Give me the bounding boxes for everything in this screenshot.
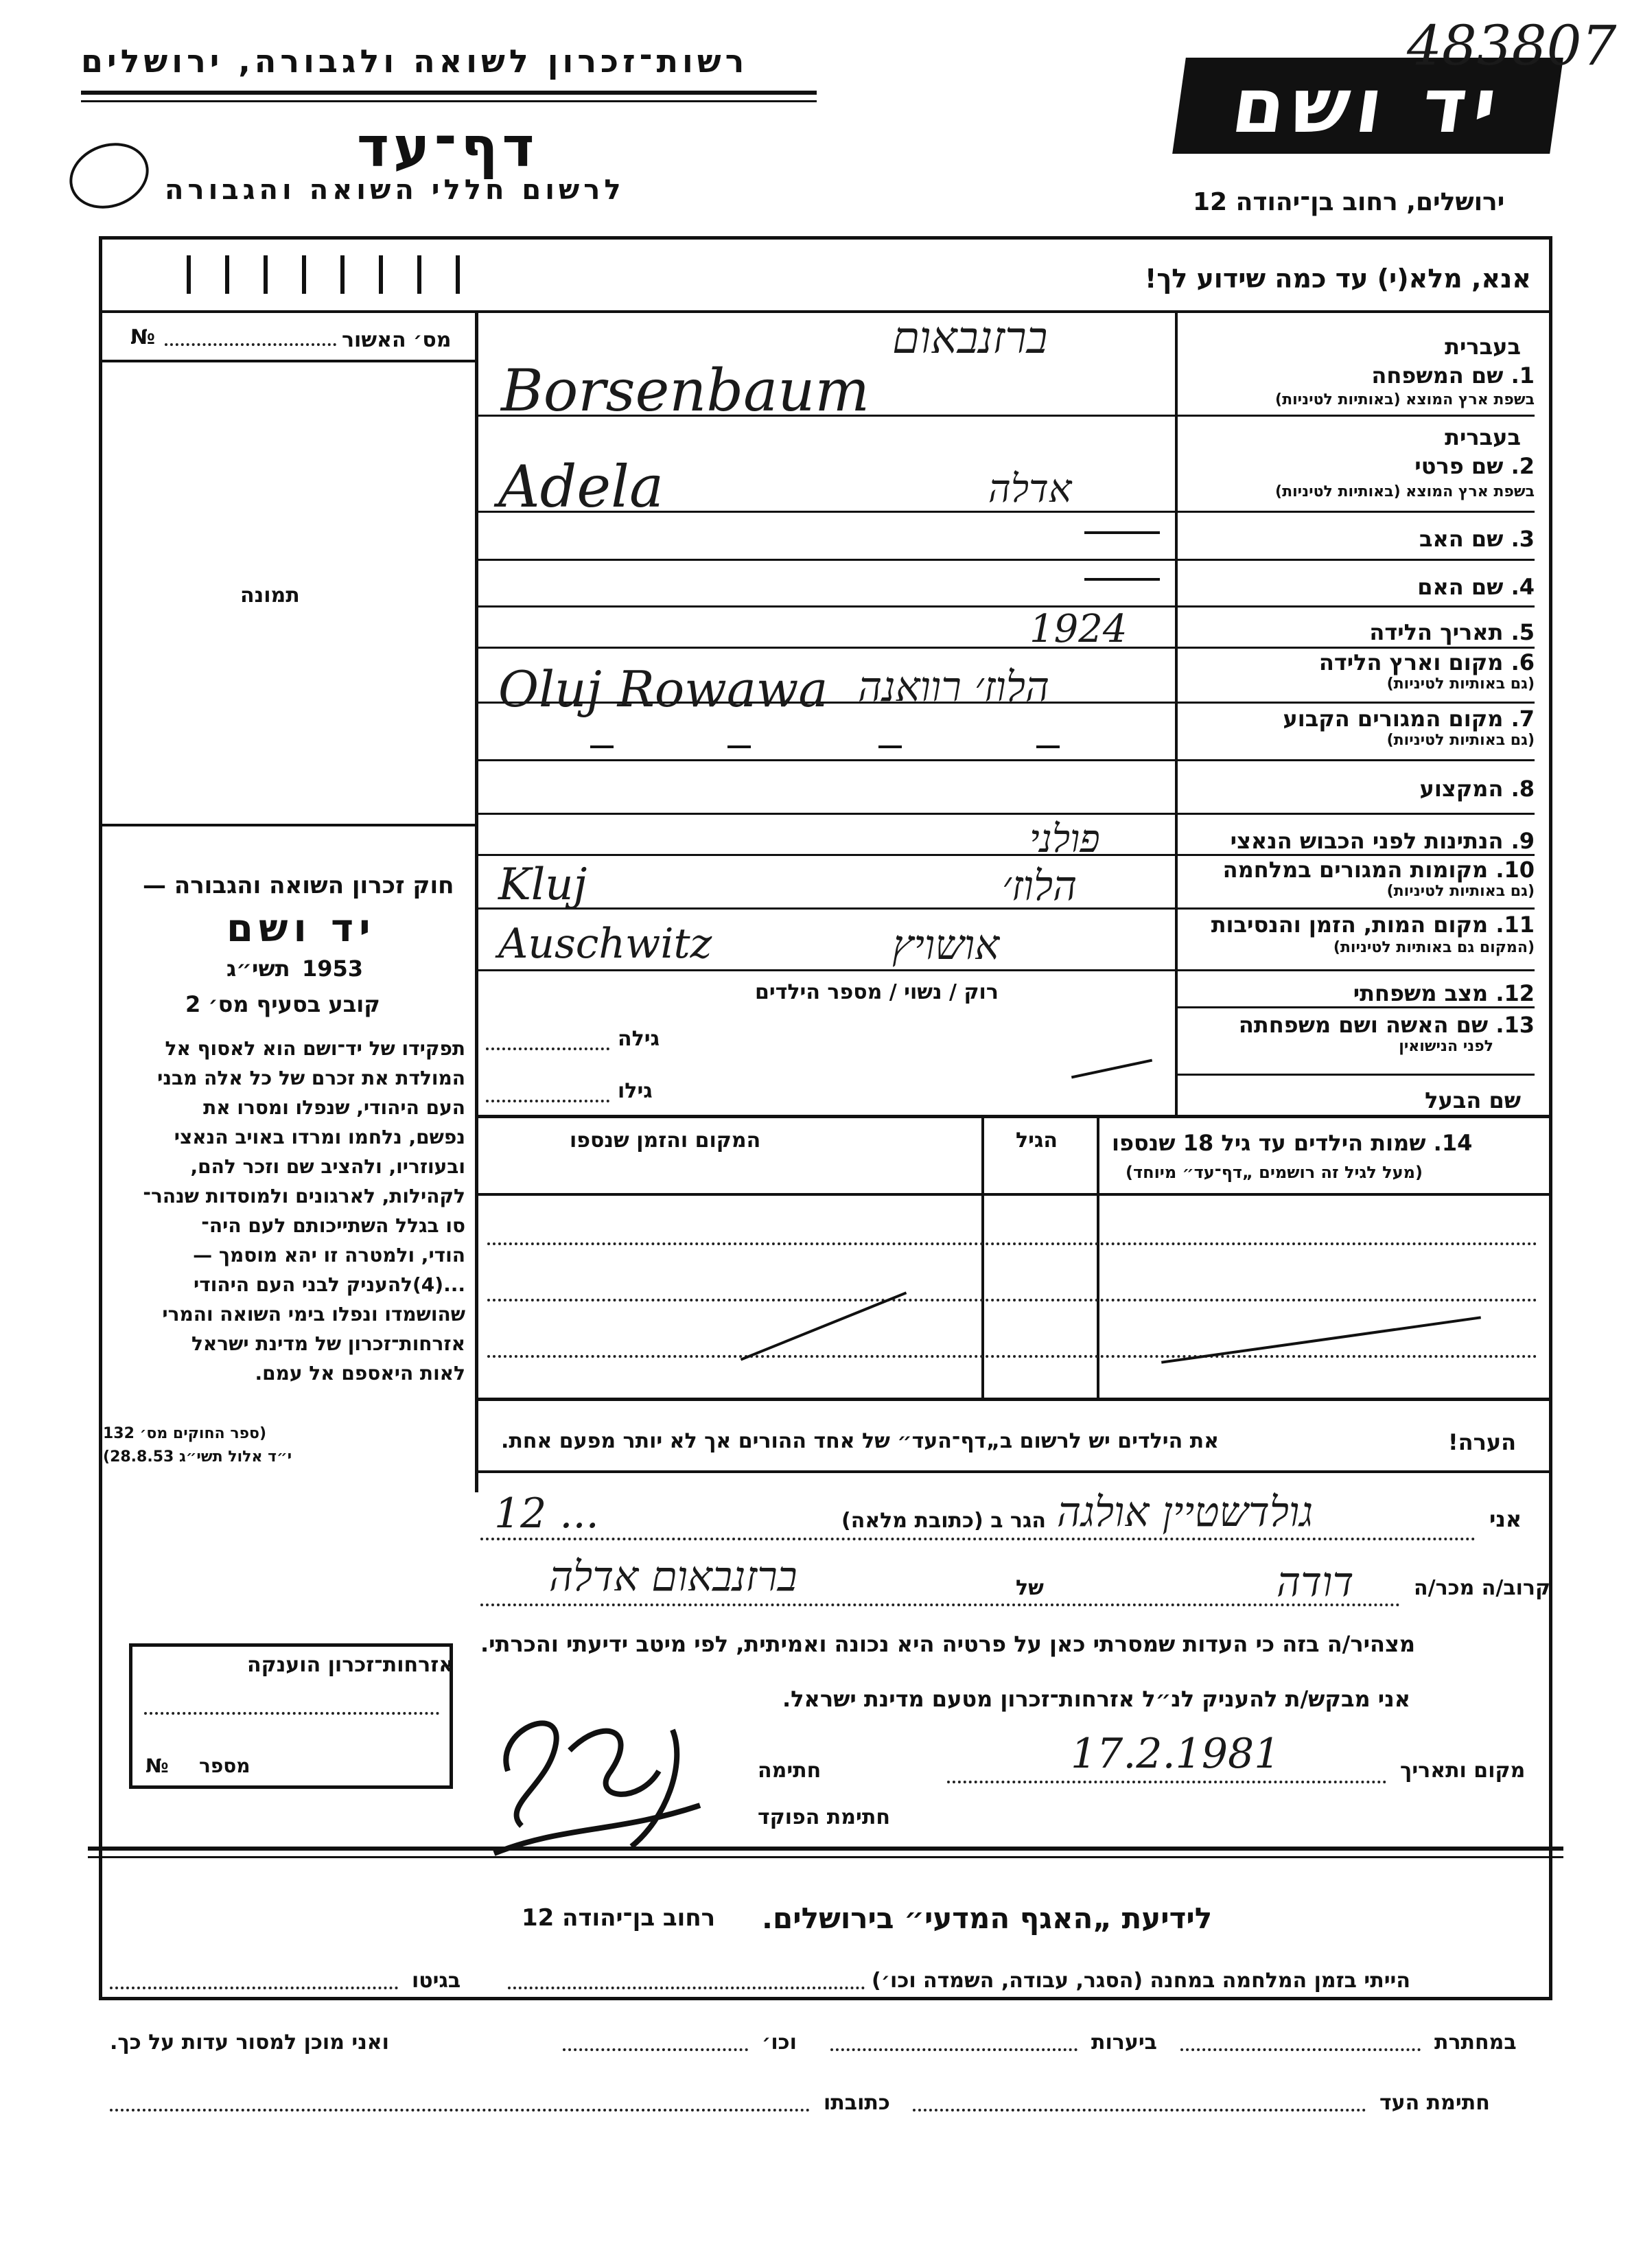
relation-line[interactable]	[480, 1604, 1400, 1606]
footer-ghetto-label: בגיטו	[412, 1969, 461, 1993]
date-value[interactable]: 17.2.1981	[1071, 1730, 1281, 1778]
resides-label: הגר ב (כתובת מלאה)	[841, 1509, 1047, 1533]
husband-label: שם הבעל	[1425, 1087, 1521, 1113]
of-label: של	[1016, 1576, 1044, 1600]
declaration-statement: מצהיר/ה בזה כי העדות שמסרתי כאן על פרטיה היא נכונה ואמיתית, לפי מיטב ידיעתי והכרתי.	[480, 1631, 1416, 1657]
logo-text: יד ושם	[1226, 62, 1509, 150]
surname-hebrew-value[interactable]: ברזנבאום	[892, 313, 1048, 364]
footer-camp-label: הייתי בזמן המלחמה במחנה (הסגר, עבודה, השמדה וכו׳)	[872, 1969, 1410, 1993]
authority-header: רשות־זכרון לשואה ולגבורה, ירושלים	[81, 43, 749, 80]
f7-label: 7. מקום המגורים הקבוע	[1283, 706, 1535, 732]
law-line: לקהילות, לארגונים ולמוסדות שנהר־	[143, 1185, 465, 1207]
field-row-lines	[1178, 312, 1535, 1115]
firstname-latin-value[interactable]: Adela	[498, 453, 664, 520]
f3-label: 3. שם האב	[1419, 526, 1535, 552]
firstname-hebrew-value[interactable]: אדלה	[988, 467, 1072, 511]
footer-title: לידיעת „האגף המדעי״ בירושלים.	[762, 1901, 1213, 1935]
law-line: העם היהודי, שנפלו ומסרו את	[203, 1096, 465, 1119]
law-line: סו בגלל השתייכותם לעם היה־	[201, 1214, 465, 1237]
declarant-line[interactable]	[480, 1538, 1476, 1540]
f8-label: 8. המקצוע	[1419, 776, 1535, 802]
birthplace-hebrew-value[interactable]: הלוז׳ רוואנה	[858, 663, 1050, 711]
f12-label: 12. מצב משפחתי	[1353, 980, 1535, 1006]
f6-label: 6. מקום וארץ הלידה	[1318, 649, 1535, 675]
photo-label: תמונה	[240, 583, 300, 608]
law-line: תפקידו של יד־ושם הוא לאסוף אל	[165, 1037, 465, 1060]
children-table-top	[478, 1115, 1552, 1118]
law-line: הודי, ולמטרה זו יהא מוסמך —	[193, 1244, 465, 1266]
wife-age-label: גילה	[618, 1027, 660, 1051]
note-text: את הילדים יש לרשום ב„דף־העד״ של אחד ההורים אך לא יותר מפעם אחת.	[501, 1429, 1220, 1453]
form-subtitle: לרשום חללי השואה והגבורה	[165, 174, 625, 206]
death-place-hebrew-value[interactable]: אושויץ	[892, 921, 1000, 969]
marital-options: רוק / נשוי / מספר הילדים	[755, 980, 999, 1004]
law-line: ובעוזריו, ולהציב שם וזכר להם,	[190, 1155, 465, 1178]
husband-age-label: גילו	[618, 1079, 653, 1103]
footer-witness-signature-label: חתימת העד	[1379, 2091, 1490, 2115]
citizenship-box-title: אזרחות־זכרון הוענקה	[247, 1653, 454, 1677]
f10-note: (גם באותיות לטיניות)	[1386, 883, 1535, 900]
tick-strip	[144, 255, 460, 297]
handwritten-signature	[480, 1689, 714, 1860]
law-text	[102, 1034, 465, 1388]
birthplace-latin-value[interactable]: Oluj Rowawa	[498, 660, 828, 718]
footer-witness-address-label: כתובתו	[824, 2091, 890, 2115]
citizenship-value[interactable]: פולני	[1029, 817, 1100, 861]
law-line: המולדת את זכרם של כל אלה מבני	[157, 1067, 465, 1089]
ghetto-field[interactable]	[110, 1987, 398, 1989]
form-title: דף־עד	[357, 115, 539, 179]
children-note: (מעל לגיל זה רושמים „דף־עד״ מיוחד)	[1126, 1163, 1423, 1182]
children-label: 14. שמות הילדים עד גיל 18 שנספו	[1112, 1130, 1473, 1156]
place-date-line[interactable]	[947, 1781, 1386, 1783]
relative-of-value[interactable]: ברזנבאום אדלה	[549, 1553, 797, 1601]
f9-label: 9. הנתינות לפני הכבוש הנאצי	[1230, 828, 1535, 854]
note-label: הערה!	[1448, 1429, 1517, 1455]
approval-rule	[99, 360, 478, 362]
children-row-3[interactable]	[487, 1355, 1537, 1358]
citizenship-no: №	[145, 1755, 169, 1777]
underground-field[interactable]	[1180, 2048, 1421, 2051]
f2-hebrew-label: בעברית	[1445, 424, 1521, 450]
law-line: שהושמדו ונפלו בימי השואה והמרי	[162, 1303, 465, 1326]
approval-label: מס׳ האשור	[342, 328, 452, 352]
place-date-label: מקום ותאריך	[1400, 1759, 1526, 1783]
law-name: יד ושם	[226, 906, 376, 951]
declarant-address-value[interactable]: 12 ...	[494, 1490, 599, 1538]
death-place-latin-value[interactable]: Auschwitz	[498, 920, 712, 968]
witness-address-field[interactable]	[110, 2109, 810, 2111]
residence-dashes	[590, 745, 1139, 752]
law-clause: קובע בסעיף מס׳ 2	[185, 991, 380, 1017]
citizenship-number-label: מספר	[199, 1755, 250, 1777]
citizenship-request: אני מבקש/ת להעניק לנ״ל אזרחות־זכרון מטעם מדינת ישראל.	[782, 1686, 1410, 1712]
header-rule	[81, 91, 817, 95]
footer-etc-label: וכו׳	[762, 2030, 797, 2055]
law-line: לאות היאספם אל עמם.	[255, 1362, 465, 1385]
mother-dash	[1084, 578, 1160, 581]
citizenship-box-line[interactable]	[144, 1712, 439, 1715]
header-address: ירושלים, רחוב בן־יהודה 12	[1193, 188, 1505, 216]
f2-note: בשפת ארץ המוצא (באותיות לטיניות)	[1275, 483, 1535, 500]
f2-label: 2. שם פרטי	[1414, 453, 1535, 479]
father-dash	[1084, 531, 1160, 534]
fill-instruction: אנא, מלא(י) עד כמה שידוע לך!	[1145, 264, 1531, 294]
birth-year-value[interactable]: 1924	[1029, 607, 1128, 651]
law-ref-1: (ספר החוקים מס׳ 132	[103, 1425, 267, 1442]
camp-field[interactable]	[508, 1987, 865, 1989]
f1-note: בשפת ארץ המוצא (באותיות לטיניות)	[1275, 391, 1535, 408]
relation-value[interactable]: דודה	[1277, 1558, 1354, 1606]
law-year: 1953	[302, 956, 364, 982]
wartime-residence-latin-value[interactable]: Kluj	[498, 859, 587, 910]
signature-label: חתימה	[758, 1759, 822, 1783]
forests-field[interactable]	[830, 2048, 1077, 2051]
approval-no: №	[130, 325, 156, 349]
relation-label: קרוב/ה מכר/ה	[1414, 1576, 1551, 1600]
wife-age-field[interactable]	[486, 1048, 609, 1050]
circled-mark	[60, 132, 158, 220]
f1-hebrew-label: בעברית	[1445, 334, 1521, 360]
children-table-bottom	[478, 1398, 1552, 1401]
section-rule-1	[88, 1847, 1563, 1851]
footer-address: רחוב בן־יהודה 12	[522, 1904, 716, 1932]
witness-signature-field[interactable]	[913, 2109, 1366, 2111]
law-title: חוק זכרון השואה והגבורה —	[143, 872, 454, 899]
law-line: אזרחות־זכרון של מדינת ישראל	[191, 1332, 465, 1355]
children-row-1[interactable]	[487, 1242, 1537, 1245]
header-rule-thin	[81, 100, 817, 102]
col-age-header: הגיל	[1016, 1129, 1058, 1153]
photo-rule	[99, 824, 478, 826]
footer-forests-label: ביערות	[1091, 2030, 1157, 2055]
i-label: אני	[1489, 1506, 1522, 1532]
children-row-2[interactable]	[487, 1299, 1537, 1301]
section-rule-2	[88, 1856, 1563, 1858]
f11-note: (המקום גם באותיות לטיניות)	[1333, 939, 1535, 956]
wartime-residence-hebrew-value[interactable]: הלוז׳	[1002, 862, 1077, 910]
declarant-name-value[interactable]: גולדשטיין אולגה	[1057, 1488, 1314, 1536]
f13-label: 13. שם האשה ושם משפחתה	[1238, 1012, 1535, 1038]
f5-label: 5. תאריך הלידה	[1369, 619, 1535, 645]
law-year-hebrew: תשי״ג	[226, 956, 290, 982]
f6-note: (גם באותיות לטיניות)	[1386, 675, 1535, 693]
f11-label: 11. מקום המות, הזמן והנסיבות	[1211, 912, 1535, 938]
children-header-rule	[478, 1193, 1552, 1196]
footer-ready-text: ואני מוכן למסור עדות על כך.	[110, 2030, 389, 2055]
f1-label: 1. שם המשפחה	[1371, 362, 1535, 389]
law-ref-2: י״ד אלול תשי״ג 28.8.53)	[103, 1448, 292, 1466]
note-rule	[478, 1470, 1552, 1473]
law-line: ...(4)להעניק לבני העם היהודי	[194, 1273, 465, 1296]
handwritten-record-number: 483807	[1407, 14, 1617, 78]
law-line: נפשם, נלחמו ומרדו באויב הנאצי	[174, 1126, 465, 1148]
col-place-header: המקום והזמן שנספו	[570, 1129, 761, 1153]
f10-label: 10. מקומות המגורים במלחמה	[1222, 857, 1535, 883]
f4-label: 4. שם האם	[1417, 574, 1535, 600]
etc-field[interactable]	[563, 2048, 748, 2051]
footer-underground-label: במחתרת	[1434, 2030, 1517, 2055]
f13-note: לפני הנישואין	[1399, 1038, 1493, 1055]
approval-field[interactable]	[165, 343, 336, 346]
surname-latin-value[interactable]: Borsenbaum	[501, 357, 870, 424]
husband-age-field[interactable]	[486, 1100, 609, 1102]
f7-note: (גם באותיות לטיניות)	[1386, 732, 1535, 749]
official-signature-label: חתימת הפוקד	[758, 1805, 890, 1829]
